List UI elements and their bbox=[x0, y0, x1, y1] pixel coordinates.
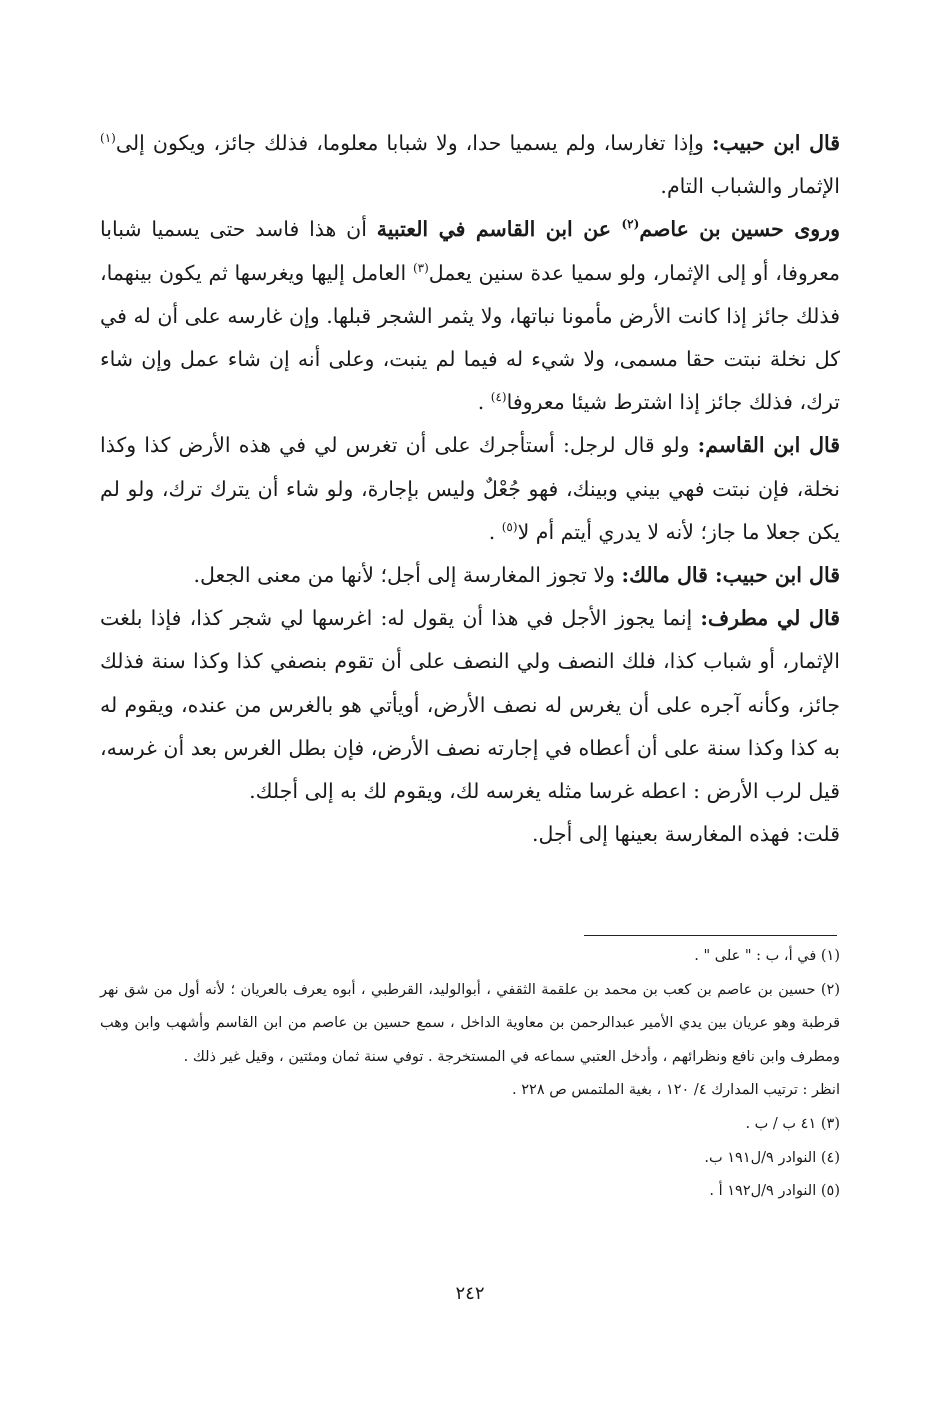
page-number: ٢٤٢ bbox=[455, 1283, 485, 1304]
footnote: (٢) حسين بن عاصم بن كعب بن محمد بن علقمة الثقفي ، أبوالوليد، القرطبي ، أبوه يعرف بالعريان ؛ لأنه أول من شق نهر قرطبة وهو عريان بين يدي الأمير عبدالرحمن بن معاوية الداخل ، سمع حسين بن عاصم من ابن القاسم وأشهب وابن وهب ومطرف وابن نافع ونظرائهم ، وأدخل العتبي سماعه في المستخرجة . توفي سنة ثمان ومئتين ، وقيل غير ذلك . bbox=[100, 981, 840, 1065]
paragraph-text: الإثمار والشباب التام. bbox=[660, 174, 840, 199]
paragraph bbox=[100, 208, 840, 424]
paragraph bbox=[100, 597, 840, 813]
paragraph-text: . bbox=[477, 390, 491, 415]
paragraph-text: . bbox=[488, 519, 502, 544]
paragraph-text: قلت: فهذه المغارسة بعينها إلى أجل. bbox=[531, 822, 840, 847]
footnote: (٤) النوادر ٩/ل١٩١ ب. bbox=[704, 1149, 840, 1166]
paragraph-lead: قال لي مطرف: bbox=[700, 606, 840, 631]
footnotes bbox=[100, 940, 840, 1209]
paragraph-text: ولو قال لرجل: أستأجرك على أن تغرس لي في هذه الأرض كذا وكذا نخلة، فإن نبتت فهي بيني وبينك، فهو جُعْلٌ وليس بإجارة، ولو شاء أن يترك ترك، ولو لم يكن جعلا ما جاز؛ لأنه لا يدري أيتم أم لا bbox=[100, 433, 840, 544]
footnote: (٣) ٤١ ب / ب . bbox=[745, 1115, 840, 1132]
footnote: (١) في أ، ب : " على " . bbox=[694, 948, 840, 964]
paragraph-lead: قال ابن حبيب: bbox=[711, 131, 841, 155]
paragraph-text: إنما يجوز الأجل في هذا أن يقول له: اغرسها لي شجر كذا، فإذا بلغت الإثمار، أو شباب كذا، فلك النصف ولي النصف على أن تقوم بنصفي كذا وكذا سنة فذلك جائز، وكأنه آجره على أن يغرس له نصف الأرض، أويأتي هو بالغرس من عنده، ويقوم له به كذا وكذا سنة على أن أعطاه في إجارته نصف الأرض، فإن بطل الغرس بعد أن غرسه، قيل لرب الأرض : اعطه غرسا مثله يغرسه لك، ويقوم لك به إلى أجلك. bbox=[100, 606, 840, 804]
paragraph-text: العامل إليها ويغرسها ثم يكون بينهما، فذلك جائز إذا كانت الأرض مأمونا نباتها، ولا يثمر الشجر قبلها. وإن غارسه على أن له في كل نخلة نبتت حقا مسمى، ولا شيء له فيما لم ينبت، وعلى أنه إن شاء عمل وإن شاء ترك، فذلك جائز إذا اشترط شيئا معروفا bbox=[100, 260, 840, 415]
paragraph bbox=[100, 122, 840, 208]
paragraph-text: أن هذا فاسد حتى يسميا شبابا معروفا، أو إلى الإثمار، ولو سميا عدة سنين يعمل bbox=[100, 217, 840, 285]
footnote-ref[interactable]: (١) bbox=[100, 131, 116, 146]
footnote: انظر : ترتيب المدارك ٤/ ١٢٠ ، بغية الملتمس ص ٢٢٨ . bbox=[512, 1082, 840, 1099]
footnote-ref[interactable]: (٢) bbox=[621, 217, 640, 232]
paragraph bbox=[100, 554, 840, 597]
paragraph-lead: قال ابن القاسم: bbox=[697, 433, 841, 458]
paragraph-lead: عن ابن القاسم في العتبية bbox=[376, 217, 622, 242]
paragraph-text: ولا تجوز المغارسة إلى أجل؛ لأنها من معنى الجعل. bbox=[193, 563, 622, 588]
footnote-ref[interactable]: (٣) bbox=[412, 260, 429, 275]
footnote-divider bbox=[584, 935, 837, 936]
footnote-ref[interactable]: (٤) bbox=[490, 390, 507, 405]
footnote: (٥) النوادر ٩/ل١٩٢ أ . bbox=[709, 1183, 840, 1200]
paragraph bbox=[100, 813, 840, 856]
paragraph-lead: وروى حسين بن عاصم bbox=[639, 217, 840, 242]
paragraph bbox=[100, 424, 840, 554]
paragraph-lead: قال ابن حبيب: قال مالك: bbox=[621, 563, 840, 588]
footnote-ref[interactable]: (٥) bbox=[501, 520, 518, 534]
paragraph-text: وإذا تغارسا، ولم يسميا حدا، ولا شبابا معلوما، فذلك جائز، ويكون إلى bbox=[115, 131, 712, 155]
main-text bbox=[100, 122, 840, 856]
